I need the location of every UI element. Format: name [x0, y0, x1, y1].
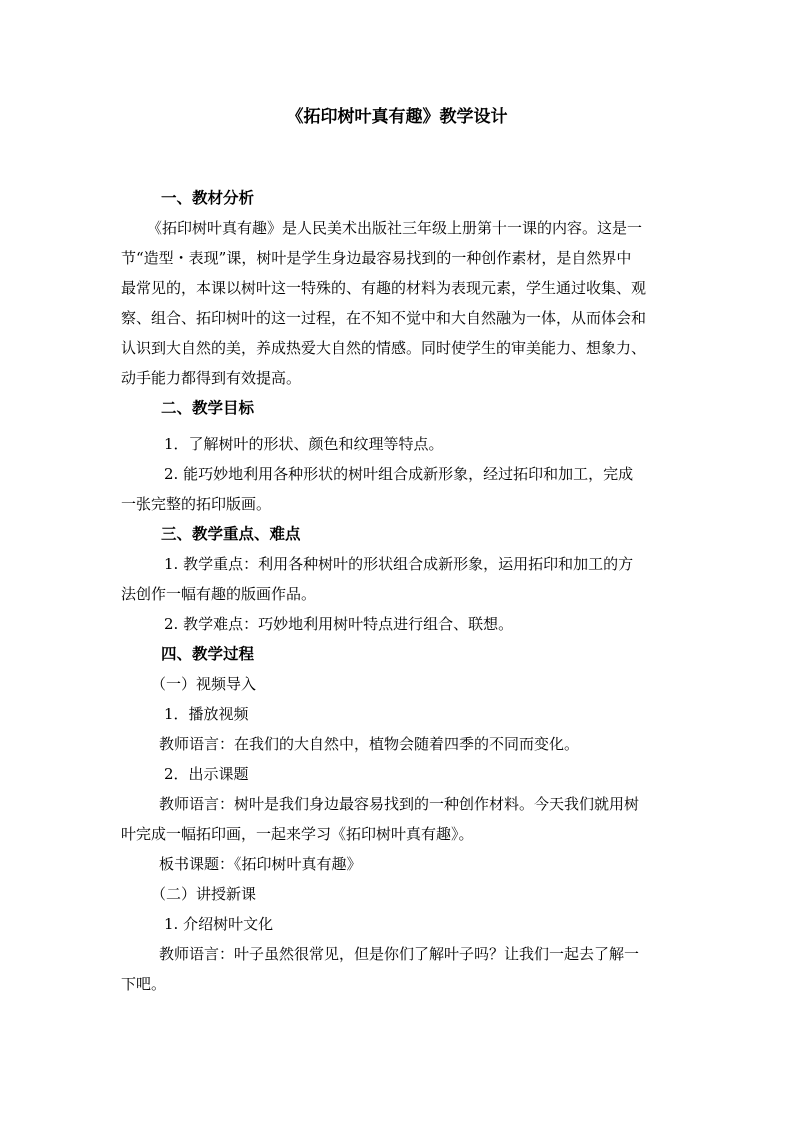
- teacher-speech: 教师语言：树叶是我们身边最容易找到的一种创作材料。今天我们就用树: [159, 795, 640, 813]
- goal-item-2: 2. 能巧妙地利用各种形状的树叶组合成新形象，经过拓印和加工，完成: [164, 465, 634, 483]
- teacher-speech: 教师语言：在我们的大自然中，植物会随着四季的不同而变化。: [159, 735, 580, 753]
- page-title: 《拓印树叶真有趣》教学设计: [286, 107, 508, 127]
- teacher-speech: 教师语言：叶子虽然很常见，但是你们了解叶子吗？让我们一起去了解一: [159, 945, 640, 963]
- section-heading-key-points: 三、教学重点、难点: [161, 524, 301, 543]
- section-heading-teaching-process: 四、教学过程: [161, 644, 255, 663]
- paragraph-line: 动手能力都得到有效提高。: [121, 369, 302, 387]
- board-title: 板书课题：《拓印树叶真有趣》: [159, 855, 362, 873]
- teacher-speech-continued: 叶完成一幅拓印画，一起来学习《拓印树叶真有趣》。: [121, 825, 474, 843]
- section-heading-textbook-analysis: 一、教材分析: [161, 188, 255, 207]
- process-item: 1. 介绍树叶文化: [164, 915, 274, 933]
- paragraph-line: 认识到大自然的美，养成热爱大自然的情感。同时使学生的审美能力、想象力、: [121, 339, 647, 357]
- key-point-item-1-continued: 法创作一幅有趣的版画作品。: [121, 585, 317, 603]
- teacher-speech-continued: 下吧。: [121, 975, 167, 993]
- key-point-item-2: 2. 教学难点：巧妙地利用树叶特点进行组合、联想。: [164, 615, 514, 633]
- paragraph-line: 节“造型・表现”课，树叶是学生身边最容易找到的一种创作素材，是自然界中: [121, 249, 632, 267]
- paragraph-line: 察、组合、拓印树叶的这一过程，在不知不觉中和大自然融为一体，从而体会和: [121, 309, 647, 327]
- subsection-new-lesson: （二）讲授新课: [151, 885, 257, 903]
- process-item: 2．出示课题: [164, 765, 249, 783]
- process-item: 1．播放视频: [164, 705, 249, 723]
- key-point-item-1: 1. 教学重点：利用各种树叶的形状组合成新形象，运用拓印和加工的方: [164, 555, 634, 573]
- goal-item-1: 1．了解树叶的形状、颜色和纹理等特点。: [164, 435, 444, 453]
- document-body: [121, 183, 677, 999]
- section-heading-teaching-goals: 二、教学目标: [161, 398, 255, 417]
- paragraph-line: 《拓印树叶真有趣》是人民美术出版社三年级上册第十一课的内容。这是一: [147, 219, 643, 237]
- subsection-video-intro: （一）视频导入: [151, 675, 257, 693]
- goal-item-2-continued: 一张完整的拓印版画。: [121, 495, 272, 513]
- paragraph-line: 最常见的，本课以树叶这一特殊的、有趣的材料为表现元素，学生通过收集、观: [121, 279, 647, 297]
